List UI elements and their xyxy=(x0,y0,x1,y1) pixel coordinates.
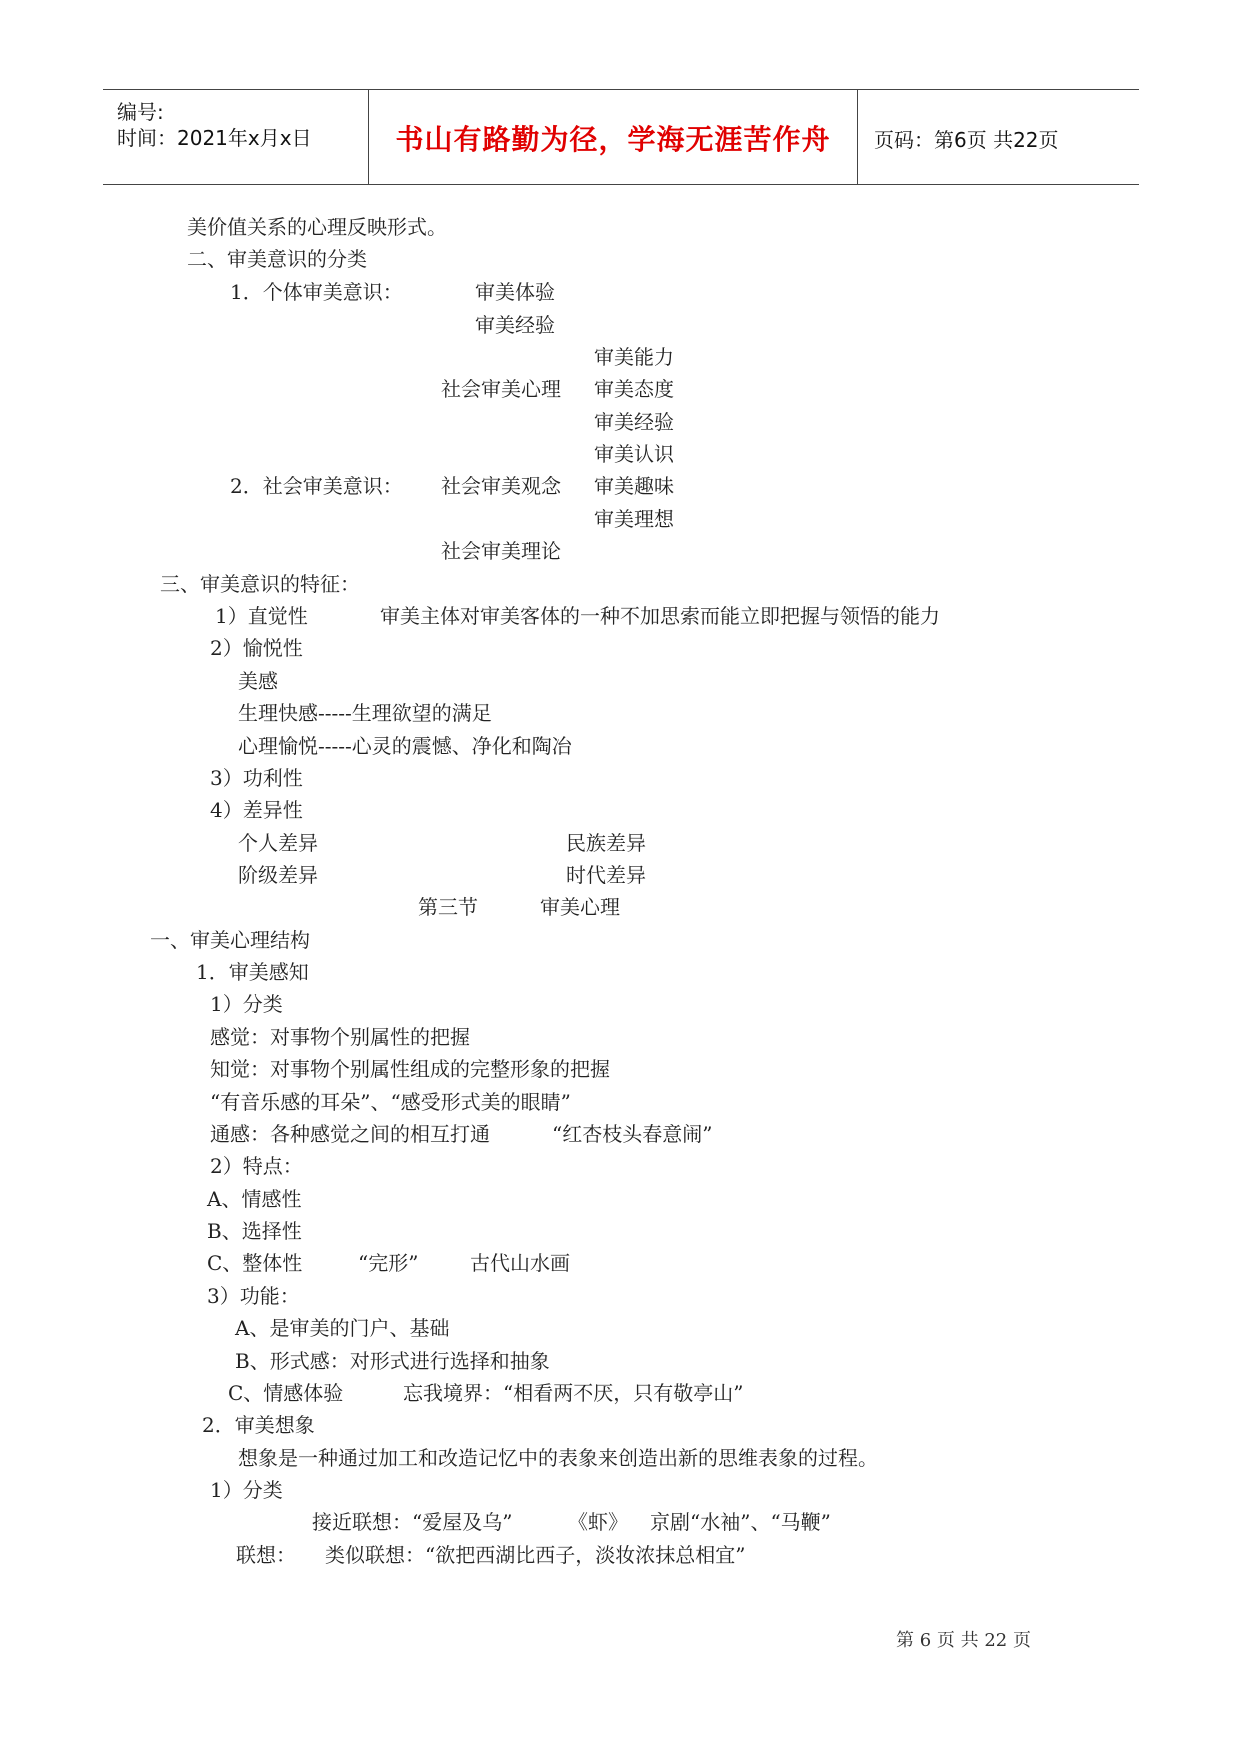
text-line: 联想： xyxy=(236,1543,296,1567)
section-heading: 二、审美意识的分类 xyxy=(187,247,367,271)
text-line: 感觉：对事物个别属性的把握 xyxy=(210,1025,470,1049)
text-line: 美价值关系的心理反映形式。 xyxy=(187,215,447,239)
text-line: 忘我境界：“相看两不厌，只有敬亭山” xyxy=(403,1381,744,1405)
text-line: 审美理想 xyxy=(594,507,674,531)
text-line: “红杏枝头春意闹” xyxy=(552,1122,713,1146)
text-line: B、选择性 xyxy=(207,1219,302,1243)
text-line: A、情感性 xyxy=(207,1187,302,1211)
text-line: 4）差异性 xyxy=(210,798,303,822)
text-line: 通感：各种感觉之间的相互打通 xyxy=(210,1122,490,1146)
text-line: 1．个体审美意识： xyxy=(230,280,403,304)
text-line: 2）特点： xyxy=(210,1154,303,1178)
text-line: 个人差异 xyxy=(238,831,318,855)
text-line: 审美体验 xyxy=(475,280,555,304)
text-line: 美感 xyxy=(238,669,278,693)
text-line: 3）功利性 xyxy=(210,766,303,790)
text-line: B、形式感：对形式进行选择和抽象 xyxy=(235,1349,550,1373)
text-line: 审美态度 xyxy=(594,377,674,401)
text-line: 社会审美理论 xyxy=(441,539,561,563)
text-line: 2）愉悦性 xyxy=(210,636,303,660)
text-line: “有音乐感的耳朵”、“感受形式美的眼睛” xyxy=(210,1090,571,1114)
chapter-heading: 审美心理 xyxy=(540,895,620,919)
text-line: 1）分类 xyxy=(210,992,283,1016)
text-line: 心理愉悦-----心灵的震憾、净化和陶冶 xyxy=(238,734,572,758)
page-number-label: 页码：第6页 共22页 xyxy=(874,128,1059,152)
chapter-heading: 第三节 xyxy=(418,895,478,919)
text-line: 审美认识 xyxy=(594,442,674,466)
text-line: 时代差异 xyxy=(566,863,646,887)
header-motto: 书山有路勤为径，学海无涯苦作舟 xyxy=(395,123,831,156)
text-line: 京剧“水袖”、“马鞭” xyxy=(650,1510,831,1534)
text-line: 民族差异 xyxy=(566,831,646,855)
text-line: “完形” xyxy=(358,1251,419,1275)
text-line: 审美经验 xyxy=(594,410,674,434)
text-line: 阶级差异 xyxy=(238,863,318,887)
text-line: 接近联想：“爱屋及乌” xyxy=(312,1510,513,1534)
text-line: 社会审美观念 xyxy=(441,474,561,498)
text-line: 《虾》 xyxy=(568,1510,628,1534)
section-heading: 一、审美心理结构 xyxy=(150,928,310,952)
text-line: 审美趣味 xyxy=(594,474,674,498)
text-line: 2．审美想象 xyxy=(202,1413,315,1437)
text-line: 1）直觉性 xyxy=(215,604,308,628)
page-header xyxy=(103,89,1139,185)
text-line: 审美能力 xyxy=(594,345,674,369)
header-center-cell xyxy=(368,90,858,184)
text-line: 审美经验 xyxy=(475,313,555,337)
text-line: C、情感体验 xyxy=(228,1381,344,1405)
page-footer: 第 6 页 共 22 页 xyxy=(896,1630,1031,1651)
text-line: 古代山水画 xyxy=(470,1251,570,1275)
text-line: 知觉：对事物个别属性组成的完整形象的把握 xyxy=(210,1057,610,1081)
text-line: 2．社会审美意识： xyxy=(230,474,403,498)
text-line: 类似联想：“欲把西湖比西子，淡妆浓抹总相宜” xyxy=(325,1543,746,1567)
text-line: A、是审美的门户、基础 xyxy=(235,1316,450,1340)
text-line: 1）分类 xyxy=(210,1478,283,1502)
text-line: 社会审美心理 xyxy=(441,377,561,401)
document-time-label: 时间：2021年x月x日 xyxy=(117,126,312,150)
text-line: 1．审美感知 xyxy=(196,960,309,984)
section-heading: 三、审美意识的特征： xyxy=(160,572,360,596)
header-right-cell xyxy=(858,90,1139,184)
header-left-cell xyxy=(103,90,368,184)
text-line: 审美主体对审美客体的一种不加思索而能立即把握与领悟的能力 xyxy=(380,604,940,628)
text-line: C、整体性 xyxy=(207,1251,303,1275)
document-number-label: 编号: xyxy=(117,100,164,124)
text-line: 3）功能： xyxy=(207,1284,300,1308)
text-line: 生理快感-----生理欲望的满足 xyxy=(238,701,492,725)
text-line: 想象是一种通过加工和改造记忆中的表象来创造出新的思维表象的过程。 xyxy=(238,1446,878,1470)
